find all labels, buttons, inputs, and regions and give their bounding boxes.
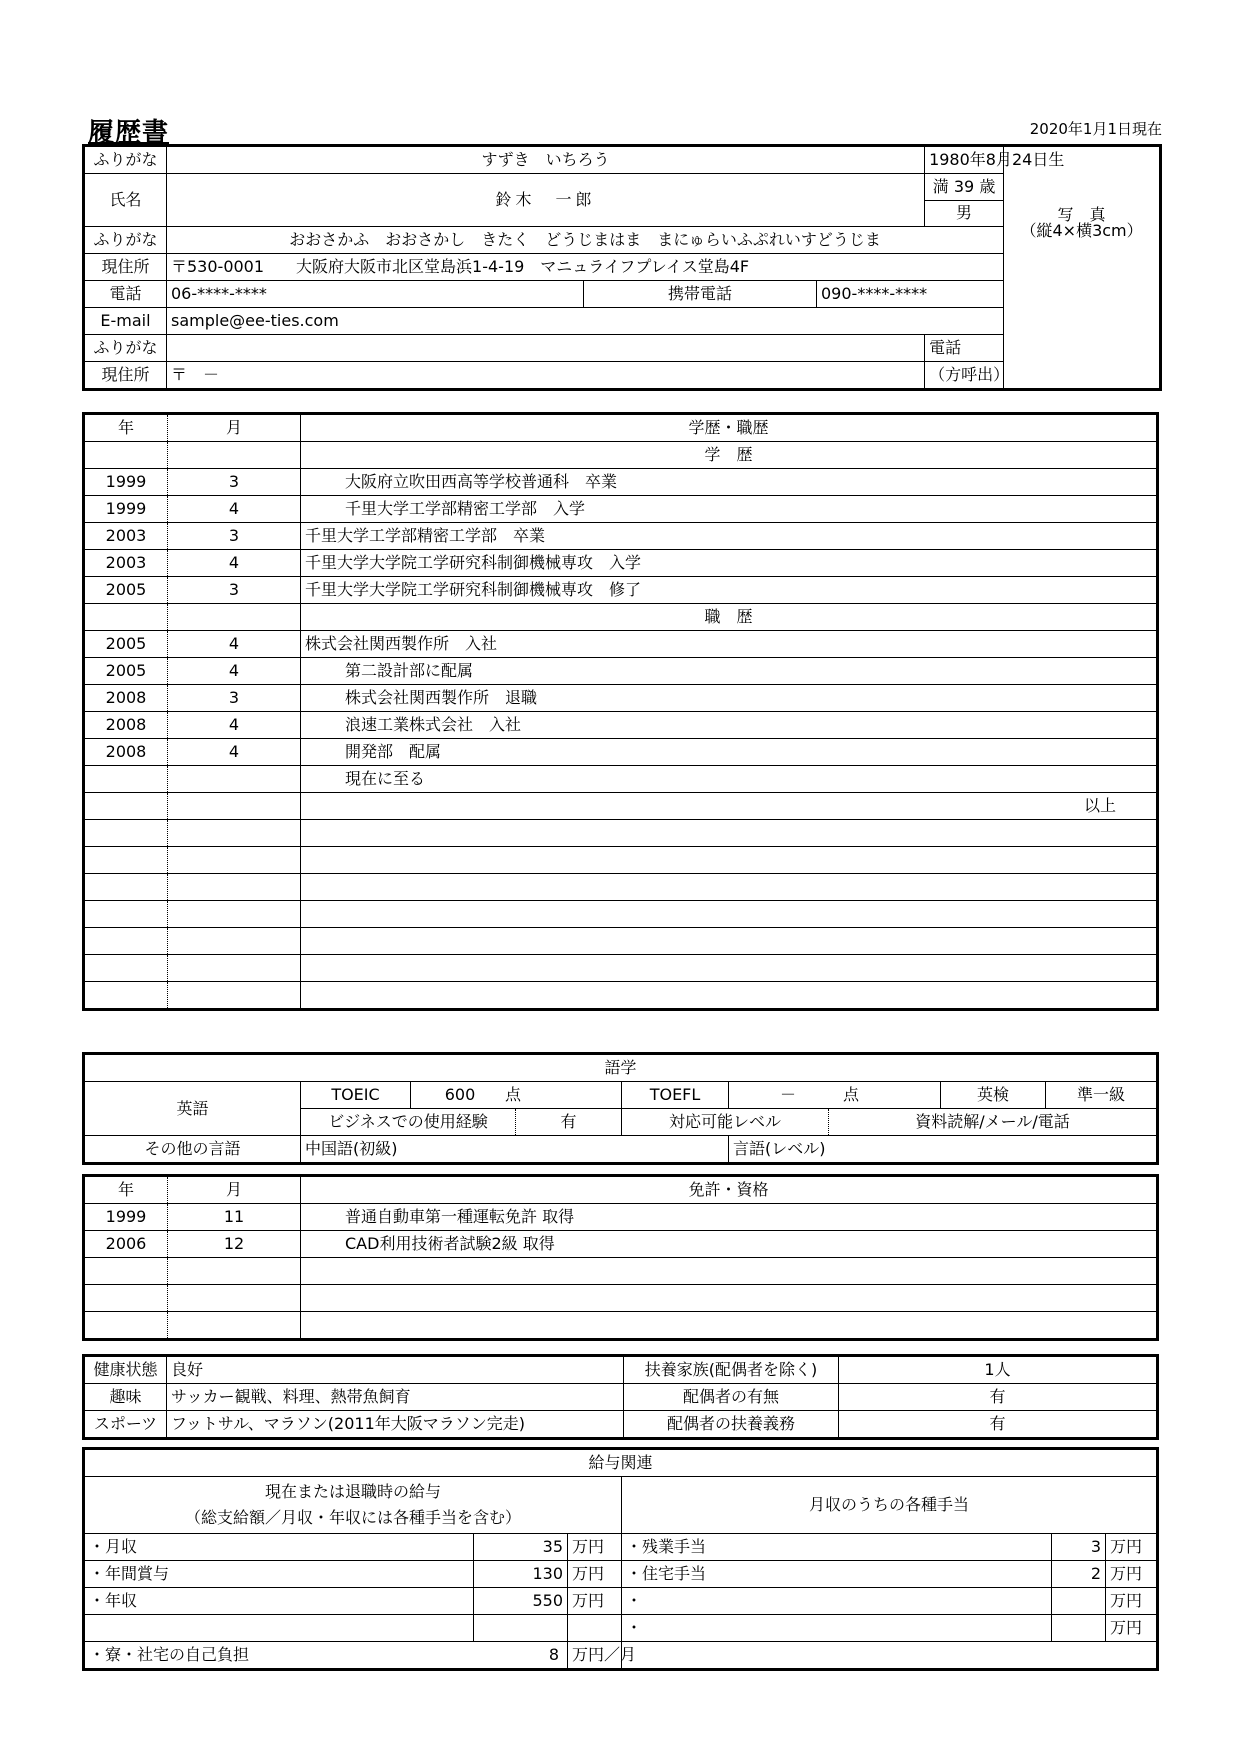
history-row	[84, 820, 1158, 847]
history-row	[84, 469, 1158, 496]
bonus-value[interactable]: 130	[474, 1561, 568, 1588]
toefl-score-cell[interactable]	[729, 1082, 941, 1109]
language-title: 語学	[84, 1054, 1158, 1082]
history-year[interactable]	[84, 982, 168, 1010]
history-month[interactable]: 4	[168, 496, 301, 523]
allowance-blank-unit-1: 万円	[1106, 1588, 1158, 1615]
allowance-blank-value-1[interactable]	[1052, 1588, 1106, 1615]
license-row	[84, 1312, 1158, 1340]
overtime-value[interactable]: 3	[1052, 1534, 1106, 1561]
history-month[interactable]: 4	[168, 712, 301, 739]
contact-note: （方呼出）	[925, 362, 1004, 390]
license-year[interactable]: 1999	[84, 1204, 168, 1231]
other-language-level[interactable]: 言語(レベル)	[729, 1136, 1158, 1164]
allowance-blank-label-1: ・	[622, 1588, 1052, 1615]
other-language-value[interactable]: 中国語(初級)	[301, 1136, 729, 1164]
history-month[interactable]: 3	[168, 685, 301, 712]
full-name[interactable]: 鈴木 一郎	[167, 174, 925, 227]
history-description[interactable]: 千里大学大学院工学研究科制御機械専攻 修了	[301, 577, 1158, 604]
toeic-score: 600	[444, 1085, 476, 1104]
language-table	[82, 1052, 1159, 1165]
history-description[interactable]: 職 歴	[301, 604, 1158, 631]
license-year[interactable]	[84, 1258, 168, 1285]
history-year[interactable]	[84, 442, 168, 469]
history-month[interactable]	[168, 955, 301, 982]
history-month[interactable]	[168, 820, 301, 847]
contact-phone-label[interactable]: 電話	[925, 335, 1004, 362]
english-label: 英語	[84, 1082, 301, 1136]
toeic-points: 点	[505, 1085, 522, 1104]
history-row	[84, 847, 1158, 874]
eiken-label: 英検	[941, 1082, 1046, 1109]
personal-info-table	[82, 144, 1162, 391]
monthly-unit: 万円	[568, 1534, 622, 1561]
history-row	[84, 550, 1158, 577]
monthly-label: ・月収	[84, 1534, 474, 1561]
history-month-header: 月	[168, 414, 301, 442]
toefl-score: －	[779, 1085, 796, 1104]
license-table	[82, 1174, 1159, 1341]
license-description[interactable]	[301, 1258, 1158, 1285]
dependents-value[interactable]: 1人	[839, 1356, 1158, 1384]
allowance-blank-value-2[interactable]	[1052, 1615, 1106, 1642]
dorm-unit: 万円／月	[568, 1642, 622, 1670]
level-value[interactable]: 資料読解/メール/電話	[829, 1109, 1158, 1136]
spouse-label: 配偶者の有無	[624, 1384, 839, 1411]
salary-table	[82, 1447, 1159, 1671]
history-month[interactable]	[168, 766, 301, 793]
salary-left-header-line1: 現在または退職時の給与	[264, 1482, 441, 1502]
history-description[interactable]	[301, 955, 1158, 982]
dorm-label: ・寮・社宅の自己負担	[89, 1645, 250, 1664]
dependents-label: 扶養家族(配偶者を除く)	[624, 1356, 839, 1384]
history-row	[84, 874, 1158, 901]
history-year-header: 年	[84, 414, 168, 442]
history-year[interactable]: 2005	[84, 658, 168, 685]
history-row	[84, 604, 1158, 631]
history-year[interactable]: 2008	[84, 685, 168, 712]
license-year-header: 年	[84, 1176, 168, 1204]
bonus-unit: 万円	[568, 1561, 622, 1588]
history-year[interactable]: 2003	[84, 523, 168, 550]
spouse-dependency-label: 配偶者の扶養義務	[624, 1411, 839, 1439]
license-row	[84, 1258, 1158, 1285]
history-year[interactable]: 2005	[84, 577, 168, 604]
history-month[interactable]	[168, 982, 301, 1010]
contact-address-label: 現住所	[84, 362, 167, 390]
history-description[interactable]: 現在に至る	[301, 766, 1158, 793]
history-row	[84, 955, 1158, 982]
license-year[interactable]	[84, 1312, 168, 1340]
history-description[interactable]	[301, 874, 1158, 901]
sports-label: スポーツ	[84, 1411, 167, 1439]
history-month[interactable]: 3	[168, 469, 301, 496]
license-month[interactable]	[168, 1312, 301, 1340]
history-year[interactable]: 2005	[84, 631, 168, 658]
phone[interactable]: 06-****-****	[167, 281, 584, 308]
toefl-points: 点	[843, 1085, 860, 1104]
history-row	[84, 793, 1158, 820]
address-label: 現住所	[84, 254, 167, 281]
housing-value[interactable]: 2	[1052, 1561, 1106, 1588]
bonus-label: ・年間賞与	[84, 1561, 474, 1588]
history-description[interactable]: 千里大学大学院工学研究科制御機械専攻 入学	[301, 550, 1158, 577]
photo-size: （縦4×横3cm）	[1020, 221, 1143, 240]
license-row	[84, 1285, 1158, 1312]
history-row	[84, 523, 1158, 550]
hobby-label: 趣味	[84, 1384, 167, 1411]
history-description[interactable]: 以上	[301, 793, 1158, 820]
history-month[interactable]	[168, 793, 301, 820]
mobile[interactable]: 090-****-****	[817, 281, 1004, 308]
history-year[interactable]	[84, 928, 168, 955]
email[interactable]: sample@ee-ties.com	[167, 308, 1004, 335]
history-row	[84, 442, 1158, 469]
history-row	[84, 496, 1158, 523]
license-month[interactable]: 11	[168, 1204, 301, 1231]
allowance-blank-unit-2: 万円	[1106, 1615, 1158, 1642]
salary-left-header-line2: （総支給額／月収・年収には各種手当を含む）	[184, 1508, 521, 1527]
history-row	[84, 928, 1158, 955]
history-description[interactable]: 開発部 配属	[301, 739, 1158, 766]
history-description[interactable]: 大阪府立吹田西高等学校普通科 卒業	[301, 469, 1158, 496]
history-year[interactable]	[84, 955, 168, 982]
history-month[interactable]: 4	[168, 550, 301, 577]
history-table	[82, 412, 1159, 1011]
history-month[interactable]: 4	[168, 631, 301, 658]
license-description[interactable]: CAD利用技術者試験2級 取得	[301, 1231, 1158, 1258]
history-description[interactable]: 浪速工業株式会社 入社	[301, 712, 1158, 739]
monthly-value[interactable]: 35	[474, 1534, 568, 1561]
history-month[interactable]: 4	[168, 739, 301, 766]
furigana-label: ふりがな	[84, 146, 167, 174]
history-description[interactable]	[301, 847, 1158, 874]
annual-label: ・年収	[84, 1588, 474, 1615]
toeic-label: TOEIC	[301, 1082, 411, 1109]
salary-blank-left-unit	[568, 1615, 622, 1642]
business-use-value[interactable]: 有	[516, 1109, 622, 1136]
history-year[interactable]	[84, 820, 168, 847]
health-label: 健康状態	[84, 1356, 167, 1384]
name-furigana[interactable]: すずき いちろう	[167, 146, 925, 174]
history-month[interactable]	[168, 442, 301, 469]
spouse-value[interactable]: 有	[839, 1384, 1158, 1411]
salary-right-header: 月収のうちの各種手当	[622, 1477, 1158, 1534]
housing-label: ・住宅手当	[622, 1561, 1052, 1588]
history-month[interactable]	[168, 847, 301, 874]
history-year[interactable]: 1999	[84, 469, 168, 496]
license-year[interactable]	[84, 1285, 168, 1312]
history-description[interactable]: 学 歴	[301, 442, 1158, 469]
history-month[interactable]	[168, 901, 301, 928]
toefl-label: TOEFL	[622, 1082, 729, 1109]
eiken-grade[interactable]: 準一級	[1046, 1082, 1158, 1109]
history-year[interactable]	[84, 766, 168, 793]
history-description[interactable]	[301, 820, 1158, 847]
history-year[interactable]	[84, 901, 168, 928]
annual-unit: 万円	[568, 1588, 622, 1615]
history-year[interactable]	[84, 874, 168, 901]
history-year[interactable]	[84, 604, 168, 631]
history-description[interactable]	[301, 928, 1158, 955]
license-description[interactable]: 普通自動車第一種運転免許 取得	[301, 1204, 1158, 1231]
as-of-date: 2020年1月1日現在	[1029, 120, 1162, 138]
mobile-label: 携帯電話	[584, 281, 817, 308]
license-desc-header: 免許・資格	[301, 1176, 1158, 1204]
history-month[interactable]: 4	[168, 658, 301, 685]
allowance-blank-label-2: ・	[622, 1615, 1052, 1642]
history-row	[84, 739, 1158, 766]
history-row	[84, 631, 1158, 658]
history-row	[84, 712, 1158, 739]
history-description[interactable]: 千里大学工学部精密工学部 卒業	[301, 523, 1158, 550]
license-month[interactable]	[168, 1285, 301, 1312]
address[interactable]: 〒530-0001 大阪府大阪市北区堂島浜1-4-19 マニュライフプレイス堂島4F	[167, 254, 1004, 281]
overtime-label: ・残業手当	[622, 1534, 1052, 1561]
dorm-value: 8	[548, 1645, 559, 1664]
photo-title: 写 真	[1057, 205, 1106, 224]
overtime-unit: 万円	[1106, 1534, 1158, 1561]
history-year[interactable]: 1999	[84, 496, 168, 523]
license-month[interactable]: 12	[168, 1231, 301, 1258]
contact-furigana[interactable]	[167, 335, 925, 362]
history-description[interactable]: 千里大学工学部精密工学部 入学	[301, 496, 1158, 523]
history-month[interactable]: 3	[168, 523, 301, 550]
document-title: 履歴書	[88, 118, 170, 148]
misc-table	[82, 1354, 1159, 1440]
email-label: E-mail	[84, 308, 167, 335]
phone-label: 電話	[84, 281, 167, 308]
license-description[interactable]	[301, 1312, 1158, 1340]
sports-value[interactable]: フットサル、マラソン(2011年大阪マラソン完走)	[167, 1411, 624, 1439]
license-description[interactable]	[301, 1285, 1158, 1312]
birth-date[interactable]: 1980年8月24日生	[925, 146, 1004, 174]
history-month[interactable]	[168, 928, 301, 955]
contact-furigana-label: ふりがな	[84, 335, 167, 362]
toeic-score-cell[interactable]	[411, 1082, 622, 1109]
license-year[interactable]: 2006	[84, 1231, 168, 1258]
contact-address[interactable]: 〒 －	[167, 362, 925, 390]
history-desc-header: 学歴・職歴	[301, 414, 1158, 442]
license-row	[84, 1231, 1158, 1258]
license-month[interactable]	[168, 1258, 301, 1285]
history-row	[84, 901, 1158, 928]
spouse-dependency-value[interactable]: 有	[839, 1411, 1158, 1439]
housing-unit: 万円	[1106, 1561, 1158, 1588]
history-row	[84, 658, 1158, 685]
level-label: 対応可能レベル	[622, 1109, 829, 1136]
age[interactable]: 満 39 歳	[925, 174, 1004, 201]
history-description[interactable]	[301, 982, 1158, 1010]
history-row	[84, 577, 1158, 604]
address-furigana-label: ふりがな	[84, 227, 167, 254]
history-month[interactable]	[168, 604, 301, 631]
dorm-right-blank[interactable]	[622, 1642, 1158, 1670]
annual-value[interactable]: 550	[474, 1588, 568, 1615]
history-year[interactable]: 2008	[84, 739, 168, 766]
history-year[interactable]: 2008	[84, 712, 168, 739]
photo-box[interactable]	[1004, 146, 1161, 390]
name-label: 氏名	[84, 174, 167, 227]
history-description[interactable]: 株式会社関西製作所 退職	[301, 685, 1158, 712]
history-year[interactable]	[84, 793, 168, 820]
gender[interactable]: 男	[925, 200, 1004, 227]
salary-blank-left[interactable]	[84, 1615, 474, 1642]
history-year[interactable]: 2003	[84, 550, 168, 577]
license-row	[84, 1204, 1158, 1231]
history-description[interactable]: 株式会社関西製作所 入社	[301, 631, 1158, 658]
history-row	[84, 766, 1158, 793]
history-description[interactable]: 第二設計部に配属	[301, 658, 1158, 685]
history-year[interactable]	[84, 847, 168, 874]
salary-blank-left-value[interactable]	[474, 1615, 568, 1642]
salary-left-header	[84, 1477, 622, 1534]
hobby-value[interactable]: サッカー観戦、料理、熱帯魚飼育	[167, 1384, 624, 1411]
business-use-label: ビジネスでの使用経験	[301, 1109, 516, 1136]
salary-title: 給与関連	[84, 1449, 1158, 1477]
history-month[interactable]: 3	[168, 577, 301, 604]
history-description[interactable]	[301, 901, 1158, 928]
health-value[interactable]: 良好	[167, 1356, 624, 1384]
address-furigana[interactable]: おおさかふ おおさかし きたく どうじまはま まにゅらいふぷれいすどうじま	[167, 227, 1004, 254]
history-month[interactable]	[168, 874, 301, 901]
history-row	[84, 982, 1158, 1010]
dorm-cell[interactable]	[84, 1642, 568, 1670]
other-language-label: その他の言語	[84, 1136, 301, 1164]
license-month-header: 月	[168, 1176, 301, 1204]
history-row	[84, 685, 1158, 712]
